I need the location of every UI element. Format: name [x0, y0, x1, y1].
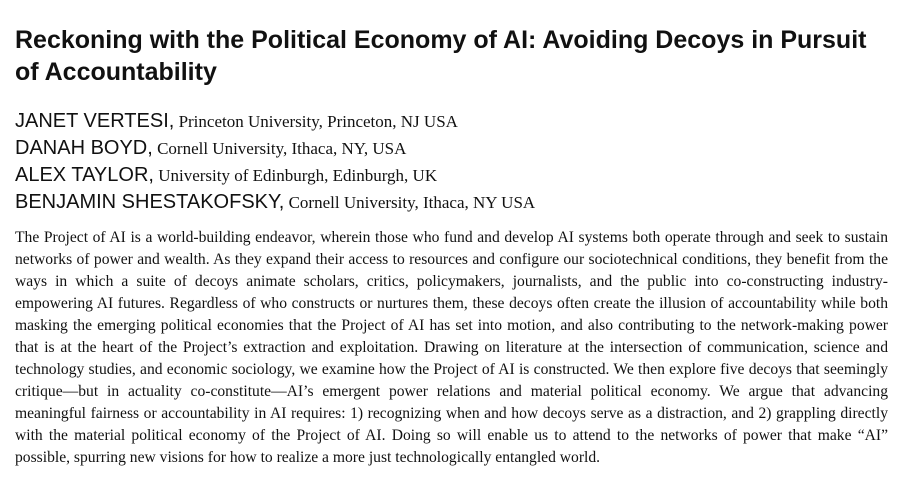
author-line: [15, 189, 888, 216]
author-affiliation: Cornell University, Ithaca, NY, USA: [152, 139, 407, 158]
abstract-text: The Project of AI is a world-building endeavor, wherein those who fund and develop AI systems both operate through and seek to sustain networks of power and wealth. As they expand their access to resources and configure our sociotechnical conditions, they benefit from the ways in which a suite of decoys animate scholars, critics, policymakers, journalists, and the public into co-constructing industry-empowering AI futures. Regardless of who constructs or nurtures them, these decoys often create the illusion of accountability while both masking the emerging political economies that the Project of AI has set into motion, and also contributing to the network-making power that is at the heart of the Project’s extraction and exploitation. Drawing on literature at the intersection of communication, science and technology studies, and economic sociology, we examine how the Project of AI is constructed. We then explore five decoys that seemingly critique—but in actuality co-constitute—AI’s emergent power relations and material political economy. We argue that advancing meaningful fairness or accountability in AI requires: 1) recognizing when and how decoys serve as a distraction, and 2) grappling directly with the material political economy of the Project of AI. Doing so will enable us to attend to the networks of power that make “AI” possible, spurring new visions for how to realize a more just technologically entangled world.: [15, 229, 888, 466]
author-line: [15, 135, 888, 162]
author-name: ALEX TAYLOR,: [15, 164, 154, 186]
author-list: [15, 108, 888, 216]
author-affiliation: Princeton University, Princeton, NJ USA: [174, 112, 458, 131]
paper-title: Reckoning with the Political Economy of AI: Avoiding Decoys in Pursuit of Accountability: [15, 26, 867, 86]
author-name: JANET VERTESI,: [15, 110, 175, 132]
author-name: DANAH BOYD,: [15, 137, 153, 159]
author-affiliation: Cornell University, Ithaca, NY USA: [284, 193, 536, 212]
author-affiliation: University of Edinburgh, Edinburgh, UK: [153, 166, 438, 185]
author-name: BENJAMIN SHESTAKOFSKY,: [15, 191, 285, 213]
author-line: [15, 162, 888, 189]
author-line: [15, 108, 888, 135]
